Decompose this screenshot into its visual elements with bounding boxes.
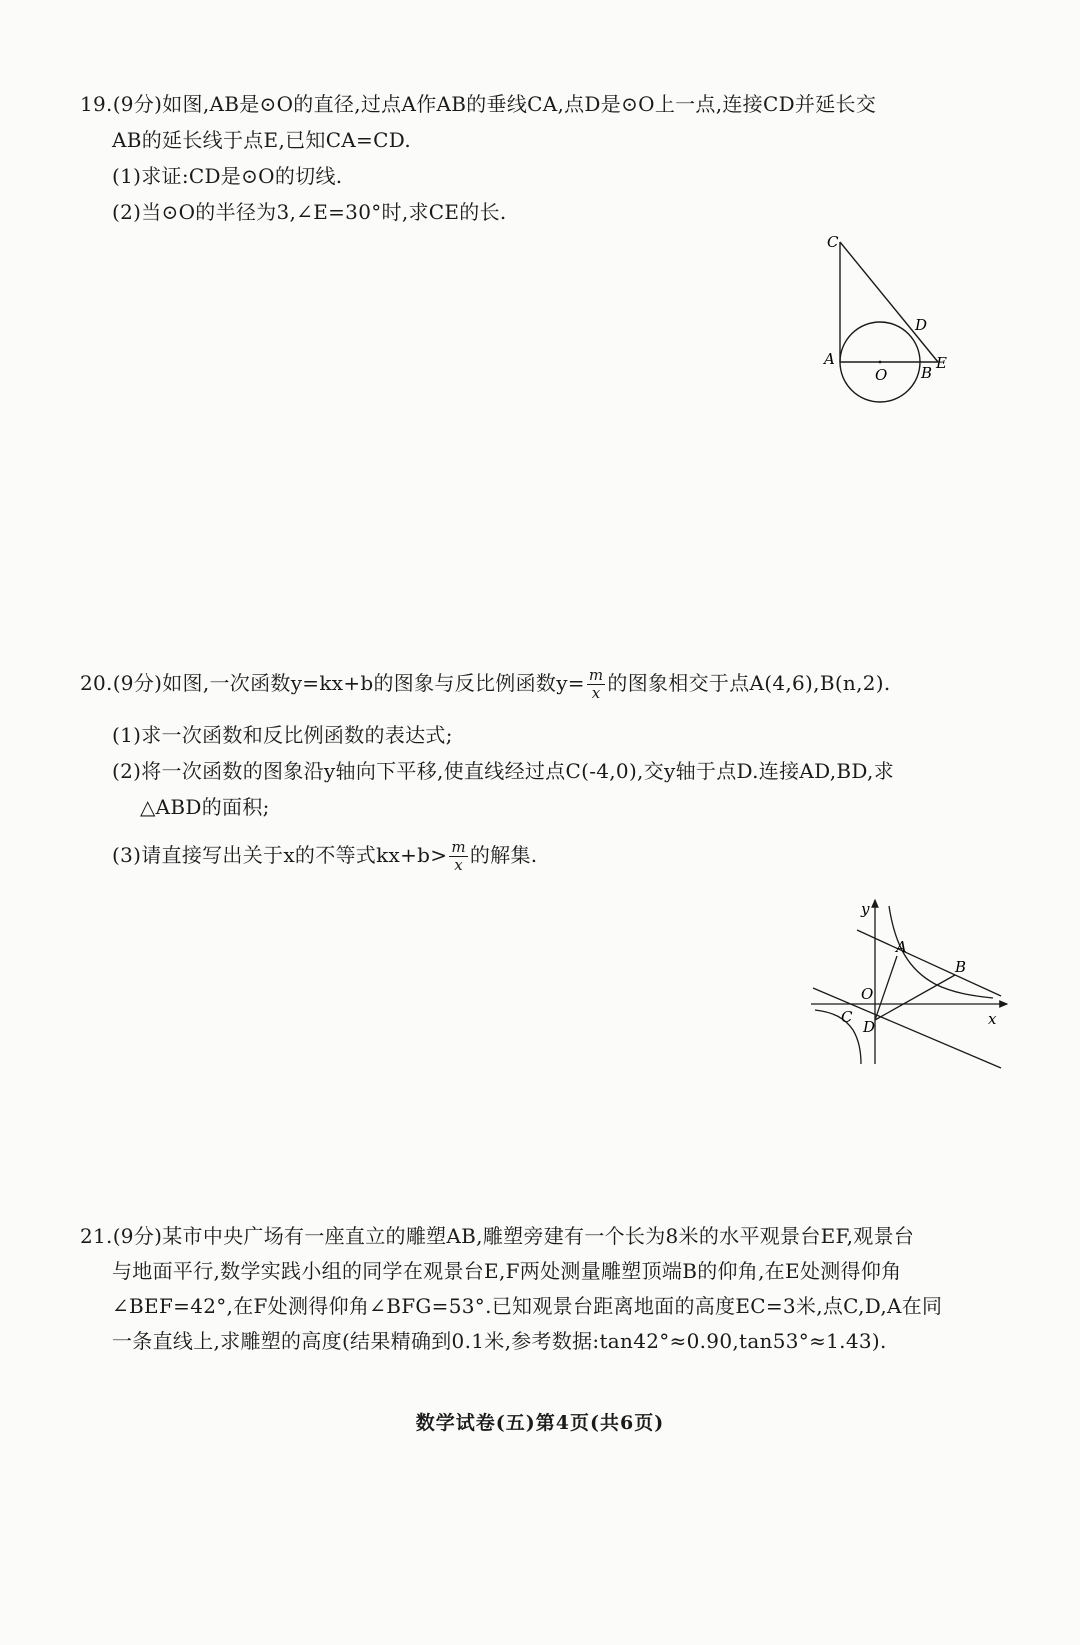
q21-stem-line1: 21.(9分)某市中央广场有一座直立的雕塑AB,雕塑旁建有一个长为8米的水平观景台EF,观景台: [80, 1224, 915, 1248]
q20-label-x: x: [988, 1010, 997, 1028]
q20-figure: [805, 888, 1015, 1073]
q20-hyperbola-branch-2: [815, 1010, 861, 1064]
q20-label-a: A: [896, 938, 907, 956]
q19-line-ce: [840, 242, 938, 362]
q20-line-ab: [857, 930, 1001, 996]
q20-segment-bd: [875, 975, 955, 1020]
q21-stem-line2: 与地面平行,数学实践小组的同学在观景台E,F两处测量雕塑顶端B的仰角,在E处测得仰角: [112, 1259, 902, 1283]
q20-fraction2-m-over-x: [449, 840, 468, 873]
q20-stem-text-a: 20.(9分)如图,一次函数y=kx+b的图象与反比例函数y=: [80, 671, 585, 695]
q19-label-o: O: [875, 366, 888, 384]
q21-stem-line3: ∠BEF=42°,在F处测得仰角∠BFG=53°.已知观景台距离地面的高度EC=3米,点C,D,A在同: [112, 1294, 943, 1318]
q20-label-b: B: [955, 958, 967, 976]
q20-label-y: y: [861, 900, 870, 918]
page-footer: 数学试卷(五)第4页(共6页): [415, 1412, 665, 1434]
q19-center-dot: [879, 361, 882, 364]
q19-figure: [815, 228, 975, 410]
q20-label-d: D: [863, 1018, 876, 1036]
q20-fraction-m-over-x: [587, 668, 606, 701]
q20-segment-ad: [875, 956, 897, 1020]
q21-stem-line4: 一条直线上,求雕塑的高度(结果精确到0.1米,参考数据:tan42°≈0.90,tan53°≈1.43).: [112, 1329, 887, 1353]
q20-part3-text-a: (3)请直接写出关于x的不等式kx+b>: [112, 843, 448, 867]
q19-label-b: B: [921, 364, 933, 382]
q20-stem-line1: [80, 668, 891, 701]
q20-part2-line2: △ABD的面积;: [140, 795, 270, 819]
q20-part3: [112, 840, 537, 873]
q19-part1: (1)求证:CD是⊙O的切线.: [112, 164, 343, 188]
q20-frac1-den: x: [591, 684, 601, 702]
q19-label-a: A: [824, 350, 835, 368]
q19-part2: (2)当⊙O的半径为3,∠E=30°时,求CE的长.: [112, 200, 507, 224]
q20-frac1-num: m: [588, 666, 604, 684]
q19-label-e: E: [936, 354, 947, 372]
q20-stem-text-b: 的图象相交于点A(4,6),B(n,2).: [607, 671, 891, 695]
q20-label-c: C: [841, 1008, 853, 1026]
q19-stem-line1: 19.(9分)如图,AB是⊙O的直径,过点A作AB的垂线CA,点D是⊙O上一点,连接CD并延长交: [80, 92, 877, 116]
q20-part1: (1)求一次函数和反比例函数的表达式;: [112, 723, 453, 747]
q20-part3-text-b: 的解集.: [469, 843, 538, 867]
q20-frac2-num: m: [451, 838, 466, 856]
q20-line-cd: [813, 988, 1001, 1068]
q19-label-c: C: [827, 233, 839, 251]
q19-label-d: D: [915, 316, 928, 334]
q19-stem-line2: AB的延长线于点E,已知CA=CD.: [112, 128, 411, 152]
q20-frac2-den: x: [454, 856, 463, 874]
q20-part2-line1: (2)将一次函数的图象沿y轴向下平移,使直线经过点C(-4,0),交y轴于点D.连接AD,BD,求: [112, 759, 894, 783]
q20-label-o: O: [861, 985, 874, 1003]
